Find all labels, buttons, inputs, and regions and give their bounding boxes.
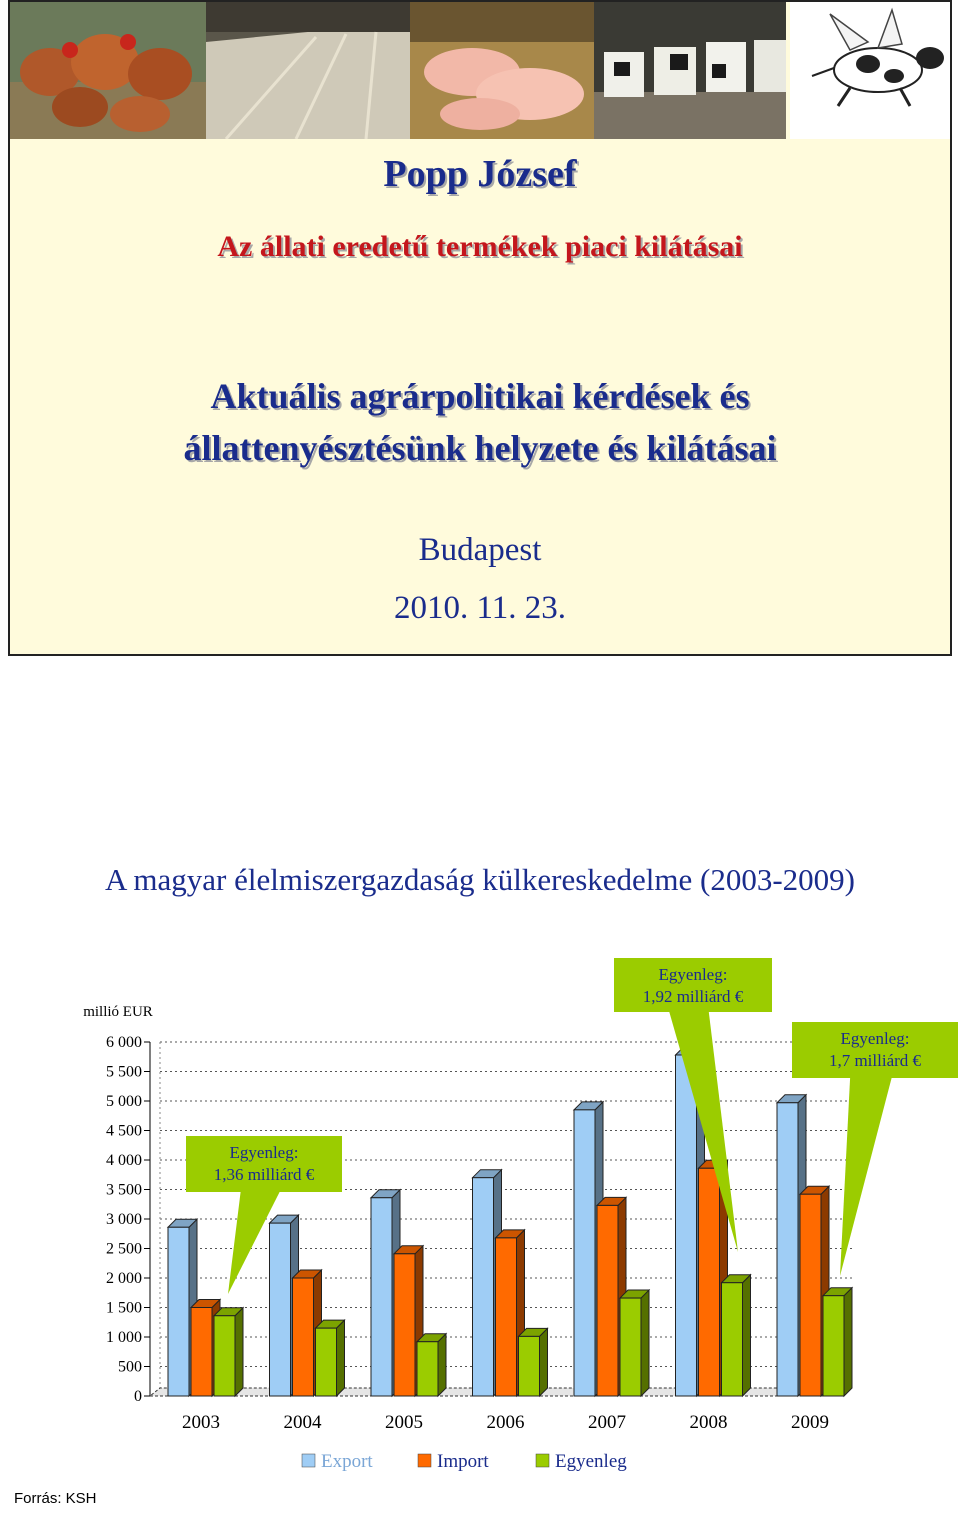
x-tick-label-2006: 2006	[486, 1412, 525, 1433]
hens-photo	[10, 2, 206, 139]
y-tick-label: 1 500	[106, 1299, 142, 1317]
place: Budapest	[418, 532, 542, 568]
y-tick-label: 3 500	[106, 1181, 142, 1199]
bar-export-2008	[676, 1055, 697, 1396]
dairy-cows-photo	[594, 2, 786, 139]
callout-line2-2008: 1,92 milliárd €	[642, 987, 744, 1006]
callout-pointer-2009	[840, 1078, 892, 1276]
y-tick-label: 500	[118, 1358, 142, 1376]
bar-egyenleg-2005	[417, 1342, 438, 1396]
y-tick-label: 2 500	[106, 1240, 142, 1258]
bar-import-2008	[699, 1168, 720, 1396]
legend-label-import: Import	[437, 1451, 489, 1472]
bar-egyenleg-2007	[620, 1298, 641, 1396]
broiler-barn-photo	[206, 2, 410, 139]
bar-egyenleg-2007-side	[641, 1290, 649, 1396]
chart-title: A magyar élelmiszergazdaság külkereskedelme (2003-2009)	[104, 862, 856, 897]
heading-line-2: állattenyésztésünk helyzete és kilátásai	[183, 428, 777, 468]
x-tick-label-2005: 2005	[385, 1412, 423, 1433]
heading-line-1: Aktuális agrárpolitikai kérdések és	[210, 376, 750, 416]
bar-import-2009	[800, 1194, 821, 1396]
bar-egyenleg-2003-side	[235, 1308, 243, 1396]
bar-egyenleg-2008	[722, 1283, 743, 1396]
bar-egyenleg-2009	[823, 1296, 844, 1396]
pigs-photo	[410, 2, 594, 139]
trade-bar-chart	[0, 836, 960, 1520]
bar-export-2004	[270, 1223, 291, 1396]
bar-egyenleg-2006-side	[540, 1328, 548, 1396]
y-tick-label: 2 000	[106, 1270, 142, 1287]
x-tick-label-2009: 2009	[791, 1412, 829, 1433]
bar-export-2009	[777, 1103, 798, 1396]
y-tick-label: 1 000	[106, 1329, 142, 1346]
presentation-subtitle: Az állati eredetű termékek piaci kilátásai	[217, 230, 743, 263]
y-tick-label: 5 000	[106, 1093, 142, 1110]
x-tick-label-2007: 2007	[588, 1412, 626, 1433]
x-tick-label-2003: 2003	[182, 1412, 220, 1433]
bar-egyenleg-2005-side	[438, 1334, 446, 1396]
legend-swatch-import	[418, 1454, 431, 1467]
legend-swatch-egyenleg	[536, 1454, 549, 1467]
chart-slide	[0, 836, 960, 1520]
bar-egyenleg-2006	[519, 1336, 540, 1396]
y-tick-label: 0	[134, 1388, 142, 1405]
bar-export-2007	[574, 1110, 595, 1396]
author-name: Popp József	[383, 153, 577, 195]
bar-export-2006	[473, 1178, 494, 1396]
bar-import-2004	[293, 1278, 314, 1396]
bar-import-2006	[496, 1238, 517, 1396]
bar-egyenleg-2004-side	[337, 1320, 345, 1396]
x-tick-label-2008: 2008	[689, 1412, 728, 1433]
bar-export-2003	[168, 1227, 189, 1396]
bar-import-2007	[597, 1205, 618, 1396]
callout-line1-2008: Egyenleg:	[658, 965, 728, 984]
callout-line1-2009: Egyenleg:	[840, 1029, 910, 1048]
source-note: Forrás: KSH	[14, 1490, 97, 1507]
y-tick-label: 5 500	[106, 1063, 142, 1081]
callout-line2-2003: 1,36 milliárd €	[213, 1165, 315, 1184]
legend-swatch-export	[302, 1454, 315, 1467]
photo-strip	[10, 2, 786, 139]
y-tick-label: 4 500	[106, 1122, 142, 1140]
bar-egyenleg-2009-side	[844, 1288, 852, 1396]
flying-cow-logo	[790, 2, 950, 139]
bar-import-2003	[191, 1308, 212, 1397]
bar-egyenleg-2003	[214, 1316, 235, 1396]
x-tick-label-2004: 2004	[283, 1412, 322, 1433]
bar-import-2005	[394, 1254, 415, 1396]
legend-label-egyenleg: Egyenleg	[555, 1451, 627, 1472]
bar-export-2005	[371, 1198, 392, 1396]
bar-egyenleg-2004	[316, 1328, 337, 1396]
date: 2010. 11. 23.	[393, 590, 567, 626]
y-tick-label: 3 000	[106, 1211, 142, 1228]
presentation-heading	[10, 370, 950, 474]
y-axis-label: millió EUR	[83, 1004, 153, 1020]
bar-egyenleg-2008-side	[743, 1275, 751, 1396]
y-tick-label: 6 000	[106, 1034, 142, 1051]
y-tick-label: 4 000	[106, 1152, 142, 1169]
title-slide	[8, 0, 952, 656]
callout-line1-2003: Egyenleg:	[229, 1143, 299, 1162]
callout-line2-2009: 1,7 milliárd €	[828, 1051, 922, 1070]
legend-label-export: Export	[321, 1451, 373, 1472]
